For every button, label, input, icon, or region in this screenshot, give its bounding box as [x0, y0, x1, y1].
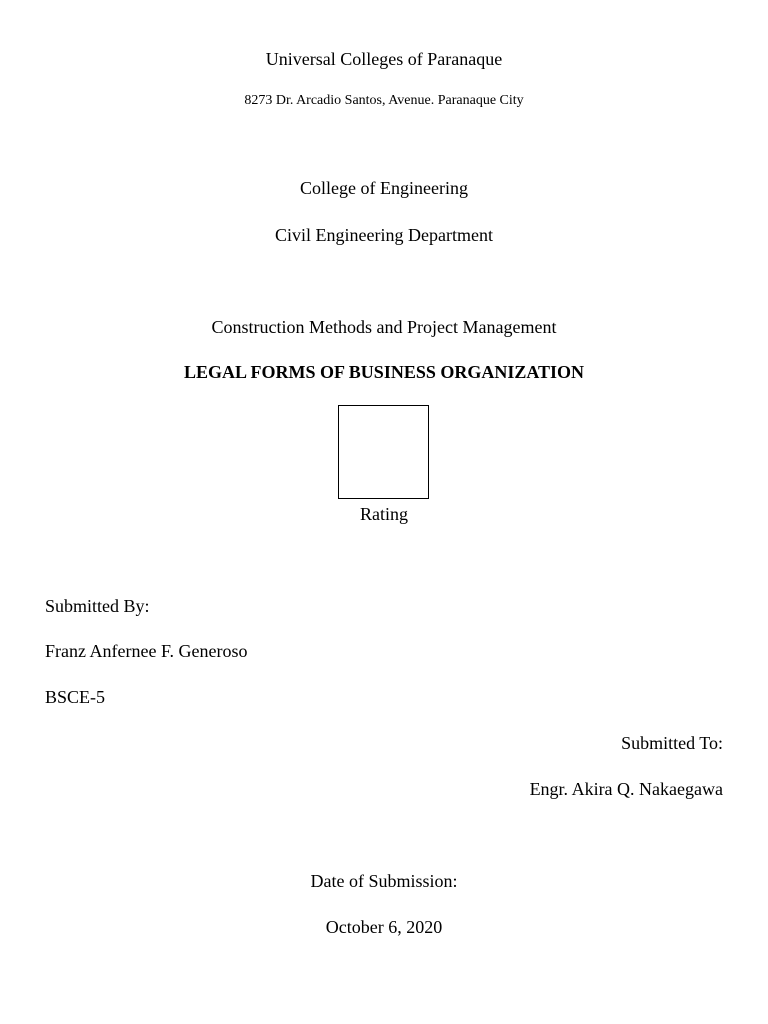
submission-date: October 6, 2020	[325, 917, 443, 937]
rating-label: Rating	[360, 504, 408, 524]
submitted-to-label: Submitted To:	[621, 733, 723, 753]
document-title: LEGAL FORMS OF BUSINESS ORGANIZATION	[183, 362, 585, 382]
submitted-by-label: Submitted By:	[45, 596, 150, 616]
submitter-course: BSCE-5	[45, 687, 106, 707]
submission-date-label: Date of Submission:	[310, 871, 458, 891]
college-name: College of Engineering	[300, 178, 468, 198]
submitter-name: Franz Anfernee F. Generoso	[45, 641, 248, 661]
department-name: Civil Engineering Department	[275, 225, 493, 245]
rating-box	[338, 405, 429, 499]
school-address: 8273 Dr. Arcadio Santos, Avenue. Paranaque City	[244, 93, 524, 108]
subject-name: Construction Methods and Project Management	[211, 317, 557, 337]
school-name: Universal Colleges of Paranaque	[265, 49, 503, 69]
recipient-name: Engr. Akira Q. Nakaegawa	[529, 779, 723, 799]
